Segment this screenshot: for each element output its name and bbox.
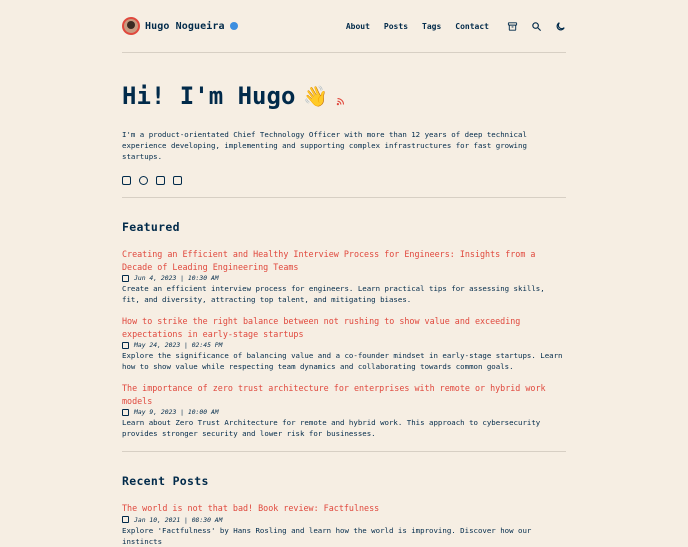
post-date: May 9, 2023 | 10:00 AM bbox=[134, 408, 219, 416]
featured-heading: Featured bbox=[122, 220, 180, 234]
post-title-link[interactable]: The world is not that bad! Book review: Factfulness bbox=[122, 503, 380, 513]
post-meta bbox=[122, 274, 566, 282]
hero-title bbox=[122, 81, 566, 111]
featured-section bbox=[122, 198, 566, 452]
github-icon[interactable] bbox=[122, 176, 131, 185]
post-description: Explore the significance of balancing value and a co-founder mindset in early-stage startups. Learn how to show value while respecting team dynamics and collaborating towards common goals. bbox=[122, 351, 563, 371]
post-title-link[interactable]: How to strike the right balance between not rushing to show value and exceeding expectations in early-stage startups bbox=[122, 316, 521, 339]
hero-section bbox=[122, 53, 566, 198]
nav-tags[interactable]: Tags bbox=[422, 21, 442, 31]
post-title-link[interactable]: Creating an Efficient and Healthy Interview Process for Engineers: Insights from a Decade of Leading Engineering Teams bbox=[122, 249, 536, 272]
threads-icon[interactable] bbox=[139, 176, 148, 185]
post-date: May 24, 2023 | 02:45 PM bbox=[134, 341, 223, 349]
rss-icon[interactable] bbox=[336, 97, 345, 106]
recent-heading: Recent Posts bbox=[122, 474, 209, 488]
post-meta bbox=[122, 341, 566, 349]
nav-posts[interactable]: Posts bbox=[383, 21, 409, 31]
post-item bbox=[122, 248, 566, 305]
intro-text: I'm a product-orientated Chief Technology Officer with more than 12 years of deep technical experience developing, implementing and supporting complex infrastructures for fast growing startups. bbox=[122, 130, 527, 161]
calendar-icon bbox=[122, 516, 129, 523]
archive-icon[interactable] bbox=[507, 21, 518, 32]
site-title[interactable]: Hugo Nogueira bbox=[145, 20, 225, 32]
post-date: Jan 10, 2021 | 08:30 AM bbox=[134, 515, 223, 524]
main-nav bbox=[346, 21, 566, 32]
social-links bbox=[122, 176, 566, 185]
avatar[interactable] bbox=[122, 17, 140, 35]
calendar-icon bbox=[122, 409, 129, 416]
moon-icon[interactable] bbox=[555, 21, 566, 32]
calendar-icon bbox=[122, 275, 129, 282]
brand[interactable] bbox=[122, 17, 238, 35]
recent-section bbox=[122, 452, 566, 547]
search-icon[interactable] bbox=[531, 21, 542, 32]
site-header bbox=[122, 0, 566, 53]
greeting: Hi! I'm Hugo bbox=[122, 82, 296, 110]
post-meta bbox=[122, 516, 566, 524]
nav-about[interactable]: About bbox=[345, 21, 370, 31]
post-item bbox=[122, 382, 566, 439]
nav-contact[interactable]: Contact bbox=[455, 21, 489, 31]
post-description: Explore 'Factfulness' by Hans Rosling and learn how the world is improving. Discover how our instincts bbox=[122, 525, 532, 546]
post-meta bbox=[122, 408, 566, 416]
post-title-link[interactable]: The importance of zero trust architecture for enterprises with remote or hybrid work models bbox=[122, 383, 546, 406]
calendar-icon bbox=[122, 342, 129, 349]
post-date: Jun 4, 2023 | 10:30 AM bbox=[134, 274, 219, 282]
post-item bbox=[122, 315, 566, 372]
post-description: Create an efficient interview process for engineers. Learn practical tips for assessing skills, fit, and diversity, attracting top talent, and mitigating biases. bbox=[122, 284, 545, 304]
verified-icon bbox=[230, 22, 238, 30]
instagram-icon[interactable] bbox=[156, 176, 165, 185]
linkedin-icon[interactable] bbox=[173, 176, 182, 185]
post-description: Learn about Zero Trust Architecture for remote and hybrid work. This approach to cybersecurity provides stronger security and lower risk for businesses. bbox=[122, 418, 541, 438]
post-item bbox=[122, 502, 566, 547]
wave-emoji: 👋 bbox=[303, 84, 329, 108]
